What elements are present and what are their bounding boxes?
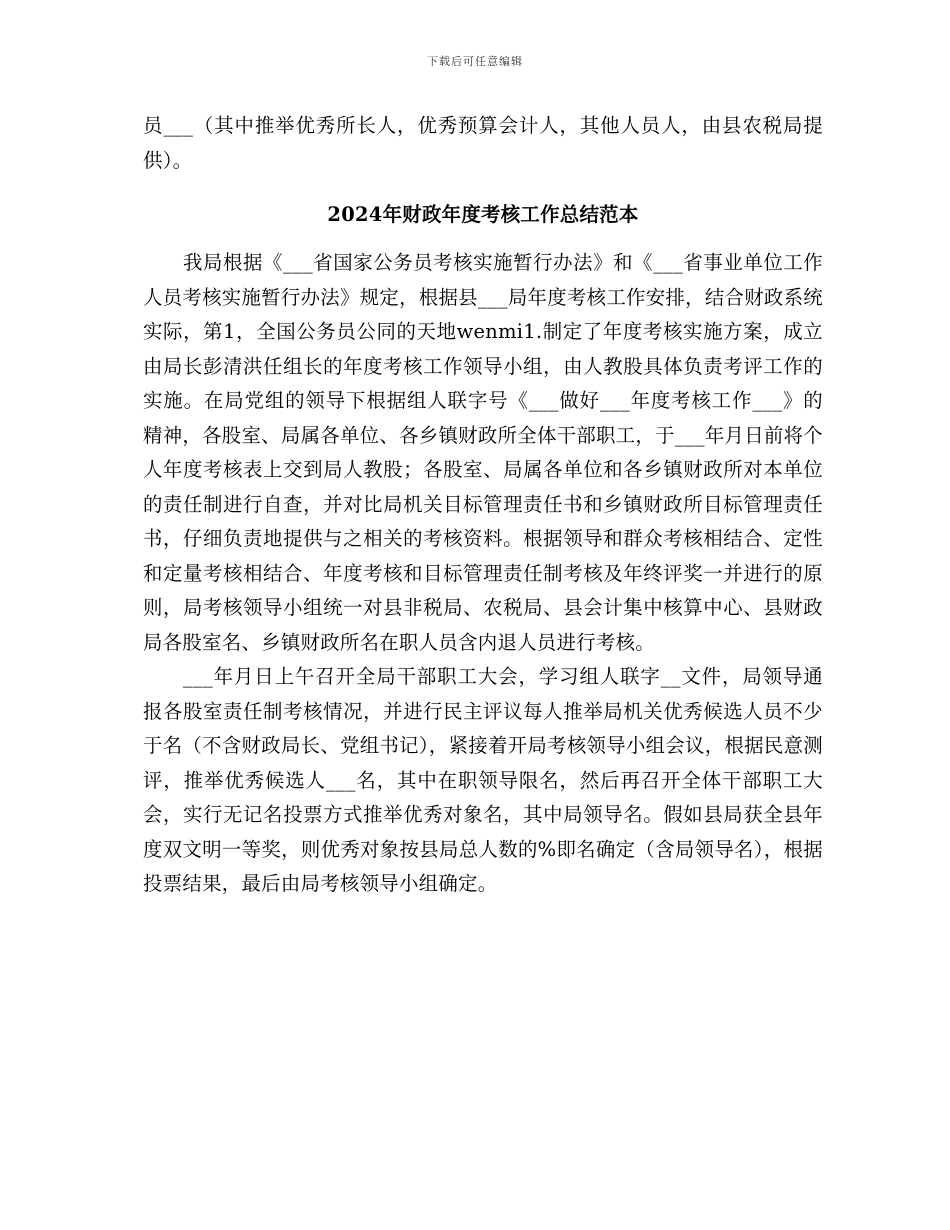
document-title: 2024年财政年度考核工作总结范本 (327, 203, 639, 226)
body-paragraph-2: ___年月日上午召开全局干部职工大会，学习组人联字__文件，局领导通报各股室责任制考核情况，并进行民主评议每人推举局机关优秀候选人员不少于名（不含财政局长、党组书记），紧接着开局考核领导小组会议，根据民意测评，推举优秀候选人___名，其中在职领导限名，然后再召开全体干部职工大会，实行无记名投票方式推举优秀对象名，其中局领导名。假如县局获全县年度双文明一等奖，则优秀对象按县局总人数的%即名确定（含局领导名），根据投票结果，最后由局考核领导小组确定。 (143, 665, 823, 895)
document-body (143, 109, 823, 902)
body-paragraph-1: 我局根据《___省国家公务员考核实施暂行办法》和《___省事业单位工作人员考核实施暂行办法》规定，根据县___局年度考核工作安排，结合财政系统实际，第1，全国公务员公同的天地wenmi1.制定了年度考核实施方案，成立由局长彭清洪任组长的年度考核工作领导小组，由人教股具体负责考评工作的实施。在局党组的领导下根据组人联字号《___做好___年度考核工作___》的精神，各股室、局属各单位、各乡镇财政所全体干部职工，于___年月日前将个人年度考核表上交到局人教股；各股室、局属各单位和各乡镇财政所对本单位的责任制进行自查，并对比局机关目标管理责任书和乡镇财政所目标管理责任书，仔细负责地提供与之相关的考核资料。根据领导和群众考核相结合、定性和定量考核相结合、年度考核和目标管理责任制考核及年终评奖一并进行的原则，局考核领导小组统一对县非税局、农税局、县会计集中核算中心、县财政局各股室名、乡镇财政所名在职人员含内退人员进行考核。 (143, 251, 823, 654)
page-header-note: 下载后可任意编辑 (427, 55, 523, 68)
intro-paragraph: 员___（其中推举优秀所长人，优秀预算会计人，其他人员人，由县农税局提供）。 (143, 114, 823, 172)
